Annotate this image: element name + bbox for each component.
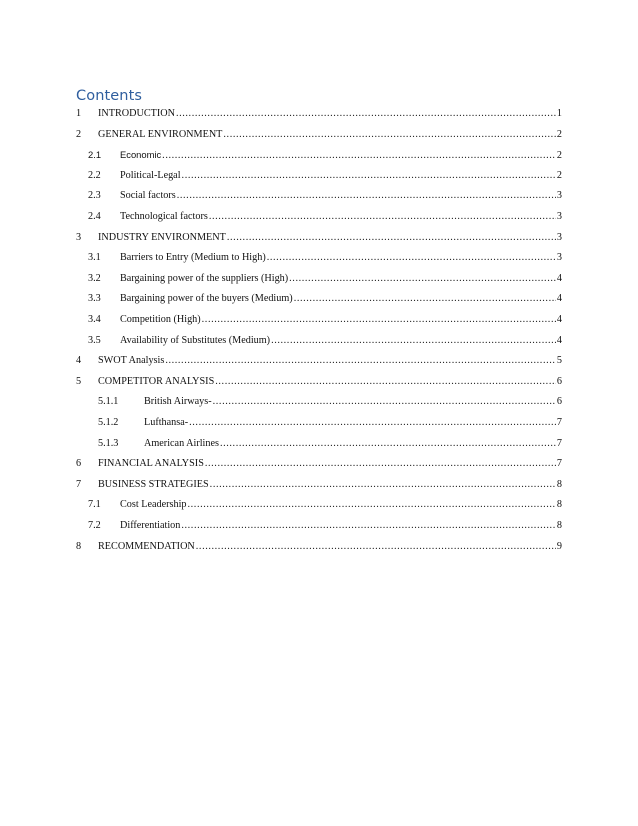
toc-entry[interactable] bbox=[76, 190, 562, 204]
toc-entry[interactable] bbox=[76, 314, 562, 328]
toc-entry-page: 6 bbox=[556, 396, 562, 408]
toc-entry-page: 5 bbox=[556, 355, 562, 367]
toc-entry-page: 4 bbox=[556, 334, 562, 346]
toc-entry-label: Social factors bbox=[120, 190, 176, 202]
toc-entry[interactable] bbox=[76, 499, 562, 513]
toc-entry-number: 3.4 bbox=[88, 314, 101, 325]
toc-entry-number: 2.4 bbox=[88, 211, 101, 222]
toc-entry-page: 6 bbox=[556, 375, 562, 387]
toc-entry-label: Cost Leadership bbox=[120, 499, 187, 511]
toc-entry-page: 3 bbox=[556, 211, 562, 222]
toc-entry[interactable] bbox=[76, 129, 562, 143]
toc-entry[interactable] bbox=[76, 458, 562, 472]
toc-entry-number: 2 bbox=[76, 128, 82, 140]
toc-entry-number: 1 bbox=[76, 108, 82, 119]
toc-entry-label: Technological factors bbox=[120, 211, 208, 222]
toc-entry-label: Bargaining power of the buyers (Medium) bbox=[120, 293, 293, 305]
toc-entry-label: American Airlines bbox=[144, 437, 219, 449]
toc-dot-leader bbox=[202, 314, 556, 325]
toc-entry-page: 2 bbox=[556, 128, 562, 140]
toc-entry-number: 3.3 bbox=[88, 293, 101, 305]
toc-entry-page: 8 bbox=[556, 478, 562, 490]
toc-entry-number: 7 bbox=[76, 478, 82, 490]
toc-entry-number: 2.3 bbox=[88, 190, 101, 202]
toc-entry[interactable] bbox=[76, 252, 562, 266]
toc-entry-page: 8 bbox=[556, 499, 562, 511]
toc-dot-leader bbox=[289, 273, 556, 284]
toc-dot-leader bbox=[162, 150, 556, 161]
toc-entry[interactable] bbox=[76, 293, 562, 307]
toc-entry-label: Barriers to Entry (Medium to High) bbox=[120, 252, 266, 264]
toc-entry-label: Political-Legal bbox=[120, 169, 181, 181]
toc-entry-page: 4 bbox=[556, 293, 562, 305]
toc-entry-page: 7 bbox=[556, 417, 562, 428]
toc-dot-leader bbox=[271, 335, 556, 346]
toc-dot-leader bbox=[267, 252, 556, 263]
toc-entry-label: FINANCIAL ANALYSIS bbox=[98, 458, 204, 470]
toc-entry-page: 7 bbox=[556, 437, 562, 449]
toc-entry-label: SWOT Analysis bbox=[98, 355, 165, 367]
toc-entry-number: 6 bbox=[76, 458, 82, 470]
toc-entry[interactable] bbox=[76, 438, 562, 452]
toc-entry-number: 5.1.2 bbox=[98, 417, 119, 428]
toc-dot-leader bbox=[165, 355, 556, 366]
toc-entry-page: 7 bbox=[556, 458, 562, 470]
toc-entry-page: 2 bbox=[556, 169, 562, 181]
toc-heading: Contents bbox=[76, 88, 143, 104]
toc-entry-page: 2 bbox=[556, 150, 562, 162]
toc-entry-page: 3 bbox=[556, 190, 562, 202]
toc-dot-leader bbox=[181, 520, 556, 531]
toc-entry-label: BUSINESS STRATEGIES bbox=[98, 478, 209, 490]
toc-entry-number: 3.5 bbox=[88, 334, 101, 346]
toc-entry-number: 7.2 bbox=[88, 520, 101, 531]
toc-entry-page: 4 bbox=[556, 272, 562, 284]
toc-dot-leader bbox=[182, 170, 556, 181]
toc-entry[interactable] bbox=[76, 232, 562, 246]
toc-entry[interactable] bbox=[76, 541, 562, 555]
toc-entry-page: 3 bbox=[556, 252, 562, 264]
toc-dot-leader bbox=[176, 108, 556, 119]
toc-entry[interactable] bbox=[76, 376, 562, 390]
toc-entry-number: 5.1.1 bbox=[98, 396, 119, 408]
toc-entry-label: COMPETITOR ANALYSIS bbox=[98, 375, 215, 387]
toc-entry-number: 2.2 bbox=[88, 169, 101, 181]
toc-entry[interactable] bbox=[76, 149, 562, 163]
toc-entry-number: 3.1 bbox=[88, 252, 101, 264]
toc-entry[interactable] bbox=[76, 108, 562, 122]
toc-entry-label: INTRODUCTION bbox=[98, 108, 175, 119]
toc-entry-label: GENERAL ENVIRONMENT bbox=[98, 128, 223, 140]
toc-entry-number: 2.1 bbox=[88, 149, 102, 161]
toc-dot-leader bbox=[209, 211, 556, 222]
toc-entry[interactable] bbox=[76, 417, 562, 431]
toc-entry-number: 3.2 bbox=[88, 272, 101, 284]
toc-entry-label: Economic bbox=[120, 149, 162, 161]
toc-entry-label: British Airways- bbox=[144, 396, 212, 408]
toc-entry-label: INDUSTRY ENVIRONMENT bbox=[98, 231, 226, 243]
toc-dot-leader bbox=[188, 499, 556, 510]
toc-entry-label: Competition (High) bbox=[120, 314, 201, 325]
toc-entry-number: 3 bbox=[76, 231, 82, 243]
toc-entry-page: 4 bbox=[556, 314, 562, 325]
toc-dot-leader bbox=[196, 541, 556, 552]
toc-entry[interactable] bbox=[76, 273, 562, 287]
toc-entry[interactable] bbox=[76, 170, 562, 184]
toc-entry-number: 8 bbox=[76, 540, 82, 552]
toc-dot-leader bbox=[213, 396, 556, 407]
toc-entry[interactable] bbox=[76, 335, 562, 349]
toc-entry[interactable] bbox=[76, 520, 562, 534]
toc-entry-label: Availability of Substitutes (Medium) bbox=[120, 334, 271, 346]
toc-entry-number: 4 bbox=[76, 355, 82, 367]
toc-dot-leader bbox=[215, 376, 556, 387]
toc-entry-page: 3 bbox=[556, 231, 562, 243]
toc-dot-leader bbox=[210, 479, 556, 490]
toc-entry[interactable] bbox=[76, 479, 562, 493]
toc-entry[interactable] bbox=[76, 396, 562, 410]
toc-entry-number: 7.1 bbox=[88, 499, 101, 511]
toc-entry-label: Differentiation bbox=[120, 520, 181, 531]
toc-entry[interactable] bbox=[76, 211, 562, 225]
toc-dot-leader bbox=[220, 438, 556, 449]
toc-entry-label: RECOMMENDATION bbox=[98, 540, 195, 552]
toc-entry-number: 5.1.3 bbox=[98, 437, 119, 449]
toc-dot-leader bbox=[189, 417, 556, 428]
toc-entry[interactable] bbox=[76, 355, 562, 369]
toc-entry-page: 9 bbox=[556, 540, 562, 552]
toc-dot-leader bbox=[294, 293, 556, 304]
toc-entry-page: 1 bbox=[556, 108, 562, 119]
toc-entry-page: 8 bbox=[556, 520, 562, 531]
toc-entry-number: 5 bbox=[76, 375, 82, 387]
toc-dot-leader bbox=[227, 232, 556, 243]
toc-dot-leader bbox=[223, 129, 556, 140]
toc-dot-leader bbox=[177, 190, 556, 201]
toc-entry-label: Bargaining power of the suppliers (High) bbox=[120, 272, 289, 284]
toc-entry-label: Lufthansa- bbox=[144, 417, 189, 428]
toc-dot-leader bbox=[205, 458, 556, 469]
